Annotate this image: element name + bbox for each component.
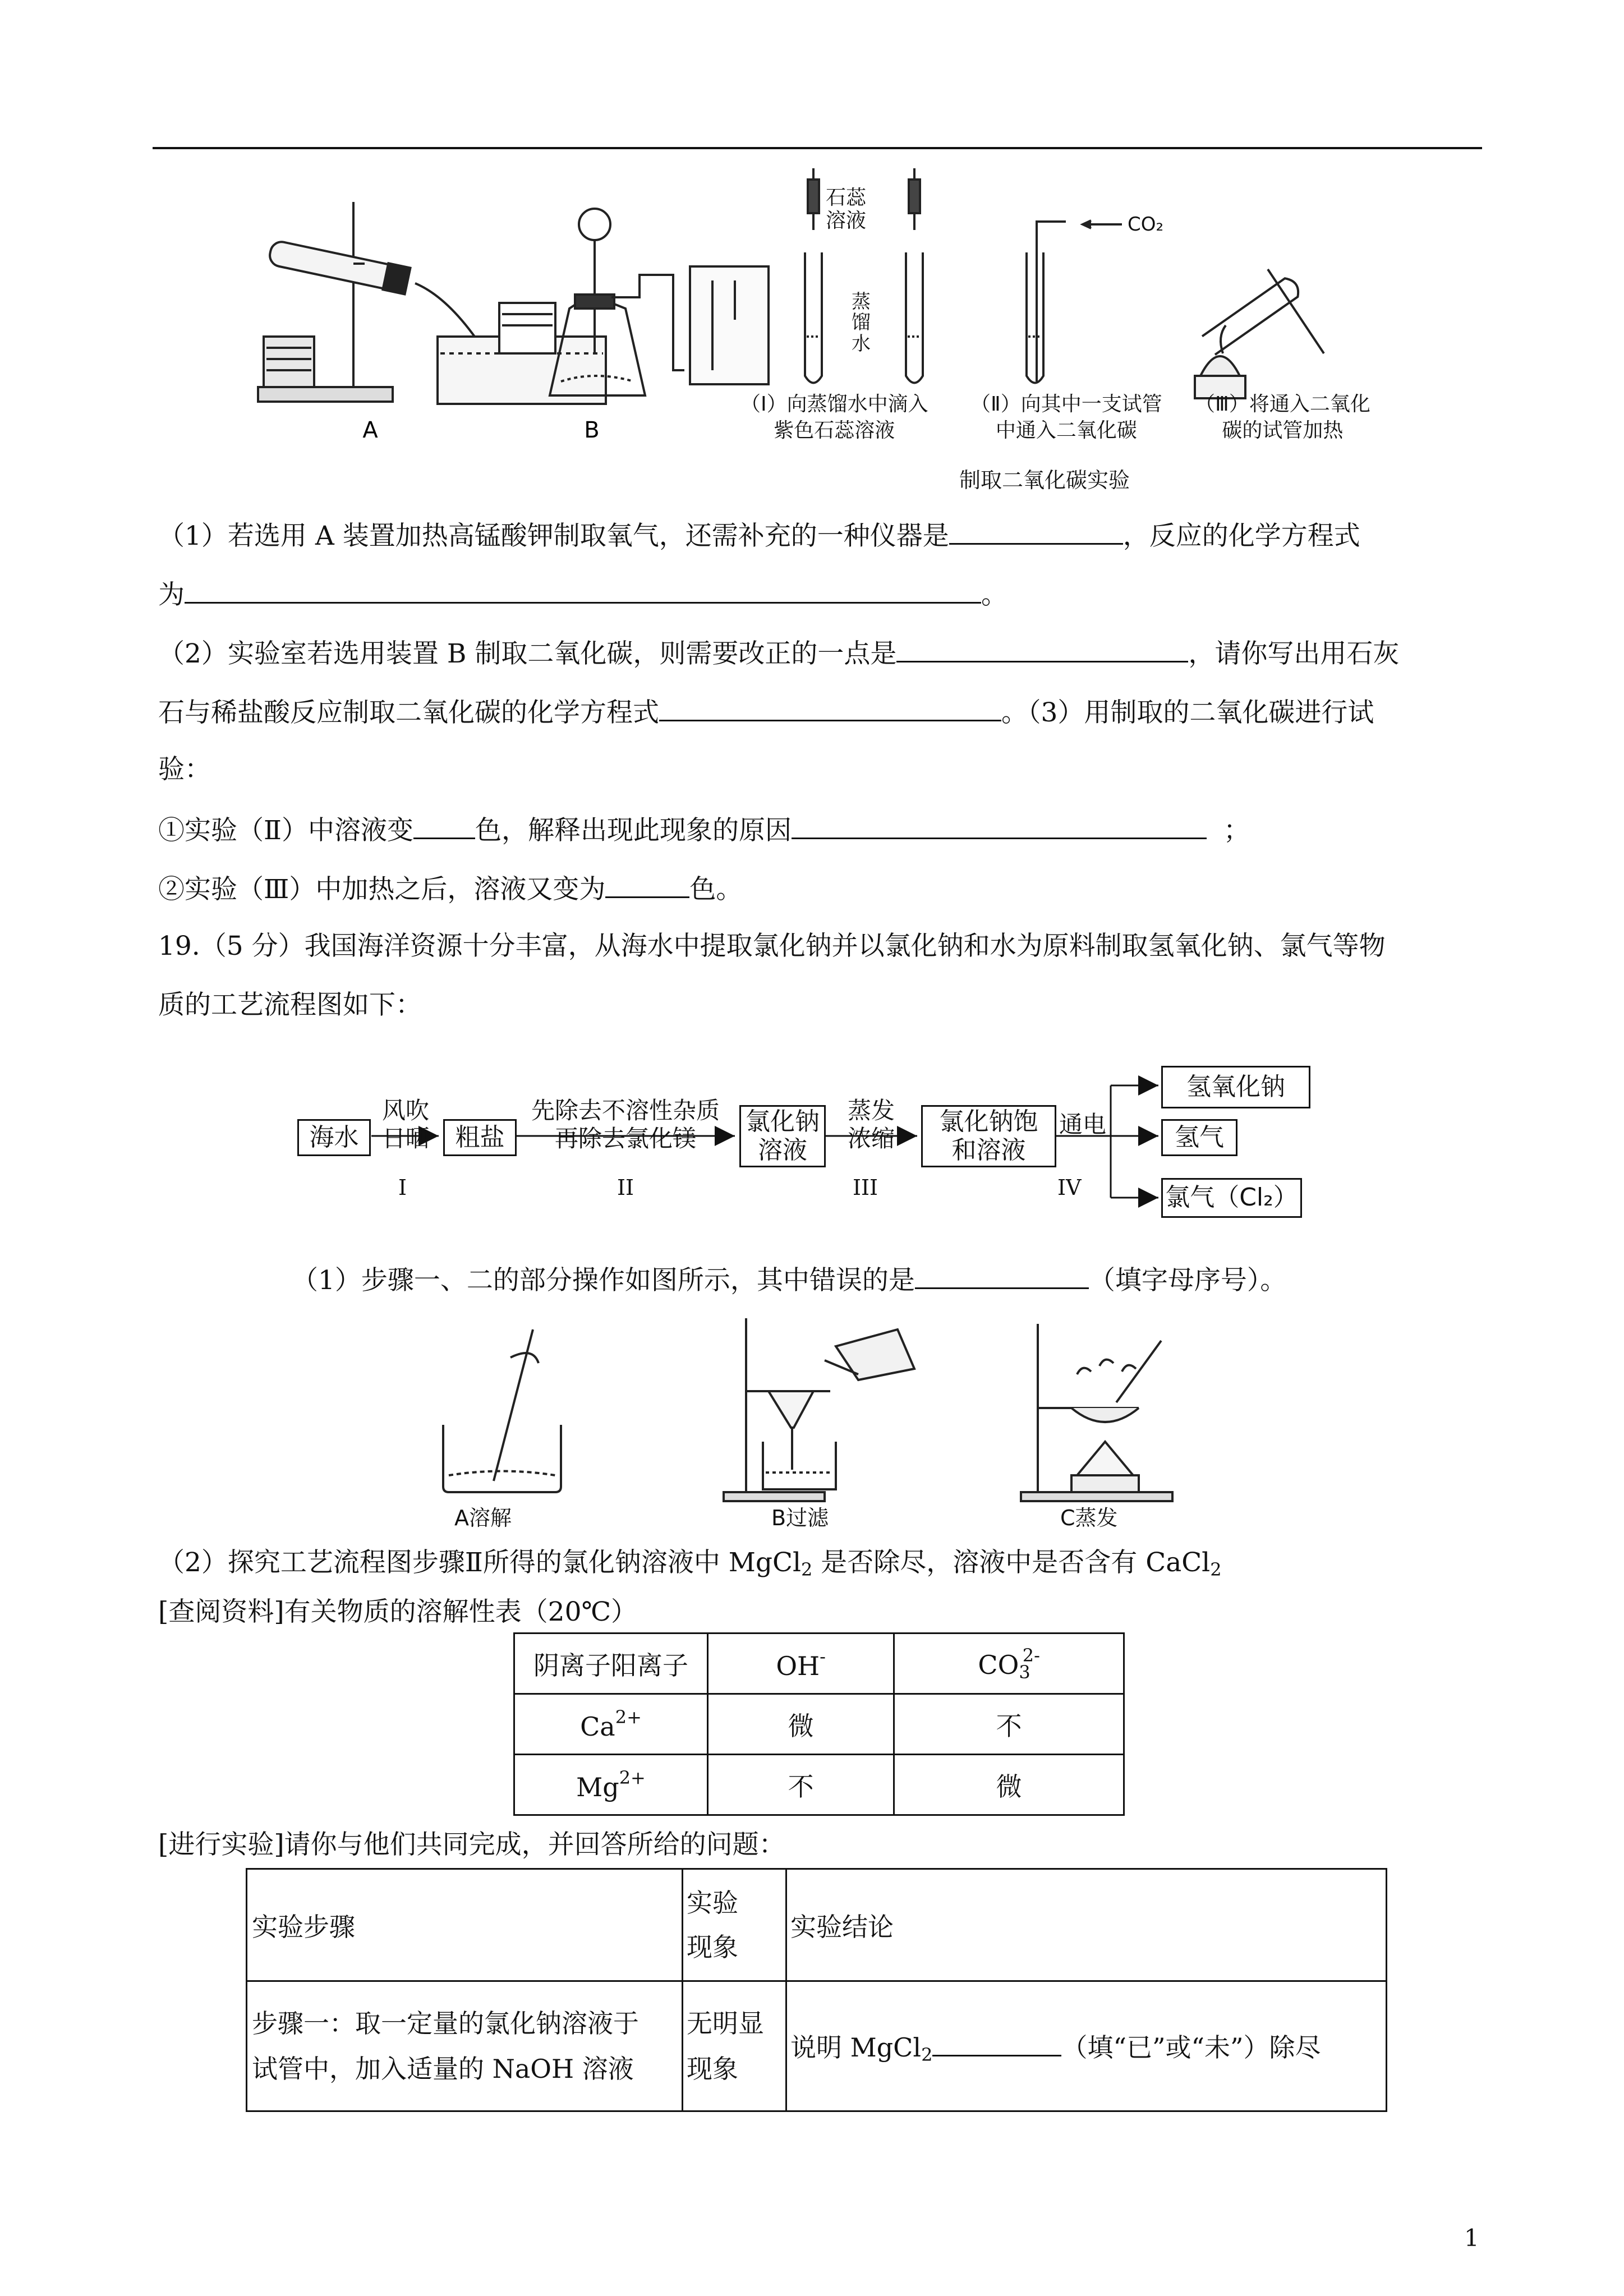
- answer-blank-color-1[interactable]: [413, 815, 475, 839]
- q2-line3: [158, 756, 211, 783]
- box-saturated-solution: 氯化钠饱 和溶液: [921, 1105, 1056, 1167]
- q1-text-b: ，反应的化学方程式: [1122, 521, 1360, 551]
- q2-text-e: 验：: [158, 754, 211, 785]
- table-cell: 不: [894, 1694, 1124, 1755]
- header-conclusion: 实验结论: [786, 1869, 1387, 1981]
- answer-blank-reason[interactable]: [792, 815, 1207, 839]
- q3-line2: [158, 874, 742, 903]
- q3-text-e: 色。: [689, 874, 743, 905]
- answer-blank-equation-2[interactable]: [659, 697, 1001, 721]
- q3-text-a: ①实验（Ⅱ）中溶液变: [158, 815, 413, 846]
- answer-blank-removed[interactable]: [932, 2032, 1061, 2056]
- header-phenomenon: 实验 现象: [683, 1869, 786, 1981]
- q2-line1: [158, 638, 1399, 667]
- q1-line2: [158, 579, 1007, 608]
- label-wind-sun: 风吹 日晒: [381, 1097, 429, 1153]
- q19-text-a: 19.（5 分）我国海洋资源十分丰富，从海水中提取氯化钠并以氯化钠和水为原料制取氢氧化钠、氯气等物: [158, 931, 1386, 961]
- step-numeral-4: IV: [1057, 1175, 1082, 1200]
- box-hydrogen: 氢气: [1161, 1119, 1237, 1156]
- q19-text-b: 质的工艺流程图如下：: [158, 990, 422, 1020]
- process-flow-chart: [292, 1057, 1313, 1220]
- table-cell: 微: [708, 1694, 894, 1755]
- q1-text-a: （1）若选用 A 装置加热高锰酸钾制取氧气，还需补充的一种仪器是: [158, 521, 949, 551]
- table-cell: 微: [894, 1755, 1124, 1815]
- box-naoh: 氢氧化钠: [1161, 1066, 1310, 1108]
- label-b: B: [584, 417, 600, 443]
- q19-2-text-a: （2）探究工艺流程图步骤Ⅱ所得的氯化钠溶液中 MgCl: [158, 1547, 801, 1578]
- phenomenon-cell: 无明显 现象: [683, 1981, 786, 2111]
- q19-2-sub-b: 2: [1210, 1559, 1222, 1580]
- caption-filter: B过滤: [771, 1506, 829, 1530]
- q19-line1: [158, 933, 1386, 959]
- caption-dissolve: A溶解: [454, 1506, 512, 1530]
- q3-text-d: ②实验（Ⅲ）中加热之后，溶液又变为: [158, 874, 606, 905]
- answer-blank-color-2[interactable]: [605, 874, 689, 898]
- table-row-mg: $Mg^{2+}$: [514, 1755, 708, 1815]
- q3-line1: [158, 815, 1250, 844]
- caption-ii: （Ⅱ）向其中一支试管 中通入二氧化碳: [970, 393, 1162, 442]
- box-seawater: 海水: [297, 1119, 371, 1156]
- caption-i: （Ⅰ）向蒸馏水中滴入 紫色石蕊溶液: [740, 393, 928, 442]
- step-numeral-3: III: [853, 1175, 878, 1200]
- apparatus-figure: [247, 168, 1430, 499]
- caption-evaporate: C蒸发: [1060, 1506, 1118, 1530]
- litmus-label: 石蕊 溶液: [825, 185, 867, 234]
- q2-text-d: 。（3）用制取的二氧化碳进行试: [1001, 697, 1374, 728]
- table-corner-header: 阴离子阳离子: [514, 1634, 708, 1694]
- figure-title: 制取二氧化碳实验: [959, 468, 1130, 493]
- table-header-oh: OH-: [708, 1634, 894, 1694]
- q1-text-c: 为: [158, 579, 185, 610]
- label-step2: 先除去不溶性杂质 再除去氯化镁: [531, 1097, 720, 1153]
- q19-2-text-b: 是否除尽，溶液中是否含有 CaCl: [812, 1547, 1211, 1578]
- answer-blank-equation-1[interactable]: [185, 579, 981, 604]
- q1-text-d: 。: [981, 579, 1007, 610]
- q2-text-a: （2）实验室若选用装置 B 制取二氧化碳，则需要改正的一点是: [158, 638, 897, 669]
- q1-line1: [158, 521, 1360, 549]
- q19-2-line: [158, 1549, 1222, 1579]
- reference-heading: [查阅资料]有关物质的溶解性表（20℃）: [158, 1596, 638, 1627]
- step-numeral-1: I: [398, 1175, 407, 1200]
- table-cell: 不: [708, 1755, 894, 1815]
- q19-1-text-b: （填字母序号）。: [1088, 1265, 1287, 1296]
- box-crude-salt: 粗盐: [443, 1119, 517, 1156]
- label-evaporate: 蒸发 浓缩: [847, 1097, 895, 1153]
- q19-2-sub-a: 2: [801, 1559, 813, 1580]
- box-nacl-solution: 氯化钠 溶液: [739, 1105, 826, 1167]
- step-one-cell: 步骤一：取一定量的氯化钠溶液于 试管中，加入适量的 NaOH 溶液: [247, 1981, 683, 2111]
- distilled-water-label: 蒸 馏 水: [852, 291, 871, 355]
- q19-1-line: [292, 1265, 1286, 1294]
- answer-blank-correction[interactable]: [896, 638, 1188, 662]
- caption-iii: （Ⅲ）将通入二氧化 碳的试管加热: [1195, 393, 1370, 442]
- co2-label: CO₂: [1128, 213, 1164, 236]
- solubility-table: [513, 1632, 1125, 1816]
- answer-blank-instrument[interactable]: [949, 521, 1123, 545]
- header-steps: 实验步骤: [247, 1869, 683, 1981]
- q2-text-c: 石与稀盐酸反应制取二氧化碳的化学方程式: [158, 697, 659, 728]
- q19-1-text-a: （1）步骤一、二的部分操作如图所示，其中错误的是: [292, 1265, 915, 1296]
- experiment-table: [246, 1868, 1387, 2112]
- conclusion-cell: 说明 MgCl$_2$ （填“已”或“未”）除尽: [786, 1981, 1387, 2111]
- page-number: 1: [1464, 2224, 1479, 2252]
- q2-text-b: ，请你写出用石灰: [1188, 638, 1400, 669]
- experiment-heading: [进行实验]请你与他们共同完成，并回答所给的问题：: [158, 1829, 785, 1860]
- step-numeral-2: II: [617, 1175, 634, 1200]
- answer-blank-wrong-step[interactable]: [915, 1265, 1089, 1289]
- operations-figure: [432, 1307, 1206, 1531]
- header-rule: [153, 147, 1482, 149]
- operations-drawing: [432, 1307, 1206, 1531]
- q2-line2: [158, 697, 1374, 726]
- q3-text-b: 色，解释出现此现象的原因: [475, 815, 792, 846]
- q19-line2: [158, 992, 422, 1018]
- table-header-co3: $CO_3^{2-}$: [894, 1634, 1124, 1694]
- label-a: A: [362, 417, 378, 443]
- label-electrolysis: 通电: [1059, 1111, 1106, 1138]
- q3-text-c: ；: [1223, 815, 1250, 846]
- box-chlorine: 氯气（Cl₂）: [1161, 1178, 1302, 1218]
- table-row-ca: $Ca^{2+}$: [514, 1694, 708, 1755]
